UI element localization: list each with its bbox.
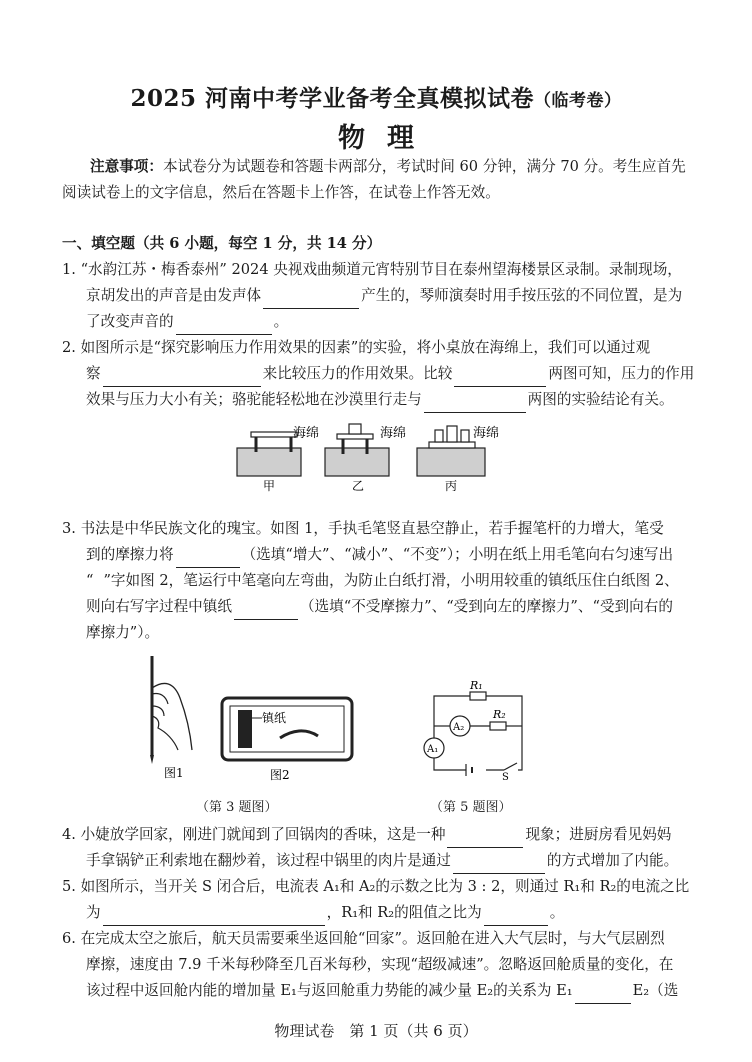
q6-number: 6. xyxy=(62,930,76,947)
q1-line-2 xyxy=(86,283,702,309)
q1-text-3a: 了改变声音的 xyxy=(86,313,174,330)
exam-title-suffix: （临考卷） xyxy=(534,91,622,111)
q2-text-2a: 察 xyxy=(86,365,101,382)
q1-text-3b: 。 xyxy=(273,313,289,330)
q4-blank-1[interactable] xyxy=(447,829,523,848)
q4-text-2b: 的方式增加了内能。 xyxy=(546,852,679,869)
q5-figure-caption: （第 5 题图） xyxy=(430,800,512,815)
q2-line-1 xyxy=(62,335,702,361)
fig-yi-label: 海绵 xyxy=(380,426,407,441)
q3-text-2a: 到的摩擦力将 xyxy=(86,546,174,563)
notice-line-1 xyxy=(90,154,702,180)
q4-text-1b: 现象；进厨房看见妈妈 xyxy=(525,826,672,843)
q6-line-1 xyxy=(62,926,702,952)
fig2-paper xyxy=(222,698,352,782)
q5-line-2 xyxy=(86,900,702,926)
q6-text-1: 在完成太空之旅后，航天员需要乘坐返回舱“回家”。返回舱在进入大气层时，与大气层剧烈 xyxy=(80,930,665,947)
q5-text-2a: 为 xyxy=(86,904,101,921)
q1-blank-2[interactable] xyxy=(176,316,272,335)
q5-blank-2[interactable] xyxy=(484,907,548,926)
q3-line-4 xyxy=(86,594,702,620)
q6-text-3a: 该过程中返回舱内能的增加量 E₁与返回舱重力势能的减少量 E₂的关系为 E₁ xyxy=(86,982,573,999)
q3-blank-2[interactable] xyxy=(234,601,298,620)
q3-blank-1[interactable] xyxy=(176,549,240,568)
q3-line-1 xyxy=(62,516,702,542)
section-heading: 一、填空题（共 6 小题，每空 1 分，共 14 分） xyxy=(62,235,382,252)
q5-switch-label: S xyxy=(502,772,509,780)
q4-number: 4. xyxy=(62,826,76,843)
q1-text-2a: 京胡发出的声音是由发声体 xyxy=(86,287,262,304)
q2-blank-1[interactable] xyxy=(103,368,261,387)
q2-text-2c: 两图可知，压力的作用 xyxy=(548,365,695,382)
fig-bing xyxy=(417,426,499,492)
q1-text-1: “水韵江苏・梅香泰州” 2024 央视戏曲频道元宵特别节目在泰州望海楼景区录制。录制现场， xyxy=(80,261,682,278)
fig-bing-caption: 丙 xyxy=(445,479,458,492)
q5-text-1: 如图所示，当开关 S 闭合后，电流表 A₁和 A₂的示数之比为 3 : 2，则通过 R₁和 R₂的电流之比 xyxy=(80,878,690,895)
fig-jia-label: 海绵 xyxy=(293,426,320,441)
q4-text-1a: 小婕放学回家，刚进门就闻到了回锅肉的香味，这是一种 xyxy=(80,826,446,843)
q1-blank-1[interactable] xyxy=(263,290,359,309)
q2-text-2b: 来比较压力的作用效果。比较 xyxy=(262,365,453,382)
q3-line-2 xyxy=(86,542,702,568)
exam-title-text: 2025 河南中考学业备考全真模拟试卷 xyxy=(130,85,535,112)
q3-line-3 xyxy=(86,568,702,594)
q6-text-3b: E₂（选 xyxy=(632,982,679,999)
q5-circuit xyxy=(420,678,540,780)
q3-number: 3. xyxy=(62,520,76,537)
q1-line-3 xyxy=(86,309,702,335)
q5-line-1 xyxy=(62,874,702,900)
fig-yi-caption: 乙 xyxy=(352,479,365,492)
q6-line-2: 摩擦，速度由 7.9 千米每秒降至几百米每秒，实现“超级减速”。忽略返回舱质量的变化，在 xyxy=(86,956,674,973)
q1-text-2b: 产生的，琴师演奏时用手按压弦的不同位置，是为 xyxy=(361,287,683,304)
q3-text-3a: “ xyxy=(86,572,94,589)
q2-text-1: 如图所示是“探究影响压力作用效果的因素”的实验，将小桌放在海绵上，我们可以通过观 xyxy=(80,339,651,356)
q2-text-3a: 效果与压力大小有关；骆驼能轻松地在沙漠里行走与 xyxy=(86,391,422,408)
q1-line-1 xyxy=(62,257,702,283)
q1-number: 1. xyxy=(62,261,76,278)
exam-title xyxy=(0,80,752,113)
q5-text-2b: ，R₁和 R₂的阻值之比为 xyxy=(326,904,482,921)
q2-line-3 xyxy=(86,387,702,413)
q5-r1-label: R₁ xyxy=(470,679,483,692)
q5-a2-label: A₂ xyxy=(453,722,465,733)
fig-bing-label: 海绵 xyxy=(473,426,500,441)
q2-text-3b: 两图的实验结论有关。 xyxy=(527,391,674,408)
q3-text-2b: （选填“增大”、“减小”、“不变”）；小明在纸上用毛笔向右匀速写出 xyxy=(241,546,674,563)
q4-blank-2[interactable] xyxy=(453,855,545,874)
q5-a1-label: A₁ xyxy=(427,744,439,755)
page-footer: 物理试卷 第 1 页（共 6 页） xyxy=(274,1022,478,1040)
q2-blank-3[interactable] xyxy=(424,394,526,413)
q4-line-2 xyxy=(86,848,702,874)
q3-text-4a: 则向右写字过程中镇纸 xyxy=(86,598,232,615)
q2-number: 2. xyxy=(62,339,76,356)
q5-blank-1[interactable] xyxy=(103,907,325,926)
fig-jia xyxy=(237,426,319,492)
fig2-paperweight-label: 镇纸 xyxy=(262,711,287,725)
q2-figure xyxy=(225,412,525,492)
q5-text-2c: 。 xyxy=(549,904,565,921)
subject-title: 物理 xyxy=(338,123,436,154)
q4-text-2a: 手拿锅铲正利索地在翻炒着，该过程中锅里的肉片是通过 xyxy=(86,852,451,869)
fig1-hand-brush xyxy=(150,656,192,780)
fig2-caption: 图2 xyxy=(270,768,290,782)
q6-line-3 xyxy=(86,978,702,1004)
notice-text-1: 本试卷分为试题卷和答题卡两部分，考试时间 60 分钟，满分 70 分。考生应首先 xyxy=(162,158,686,175)
q3-text-4b: （选填“不受摩擦力”、“受到向左的摩擦力”、“受到向右的 xyxy=(299,598,673,615)
q3-text-3b: ”字如图 2，笔运行中笔毫向左弯曲，为防止白纸打滑，小明用较重的镇纸压住白纸图 2、 xyxy=(103,572,679,589)
q6-blank-1[interactable] xyxy=(575,985,631,1004)
q4-line-1 xyxy=(62,822,702,848)
q2-line-2 xyxy=(86,361,702,387)
fig-jia-caption: 甲 xyxy=(263,479,276,492)
q5-r2-label: R₂ xyxy=(493,708,506,721)
q2-blank-2[interactable] xyxy=(454,368,546,387)
q3-figures xyxy=(130,650,380,810)
notice-label: 注意事项： xyxy=(90,158,163,175)
q5-number: 5. xyxy=(62,878,76,895)
q3-line-5: 摩擦力”）。 xyxy=(86,624,160,641)
fig-yi xyxy=(325,424,406,492)
q3-figure-caption: （第 3 题图） xyxy=(196,800,278,815)
fig1-caption: 图1 xyxy=(164,766,184,780)
q3-text-1: 书法是中华民族文化的瑰宝。如图 1，手执毛笔竖直悬空静止，若手握笔杆的力增大，笔受 xyxy=(80,520,664,537)
notice-line-2: 阅读试卷上的文字信息，然后在答题卡上作答，在试卷上作答无效。 xyxy=(62,184,500,201)
